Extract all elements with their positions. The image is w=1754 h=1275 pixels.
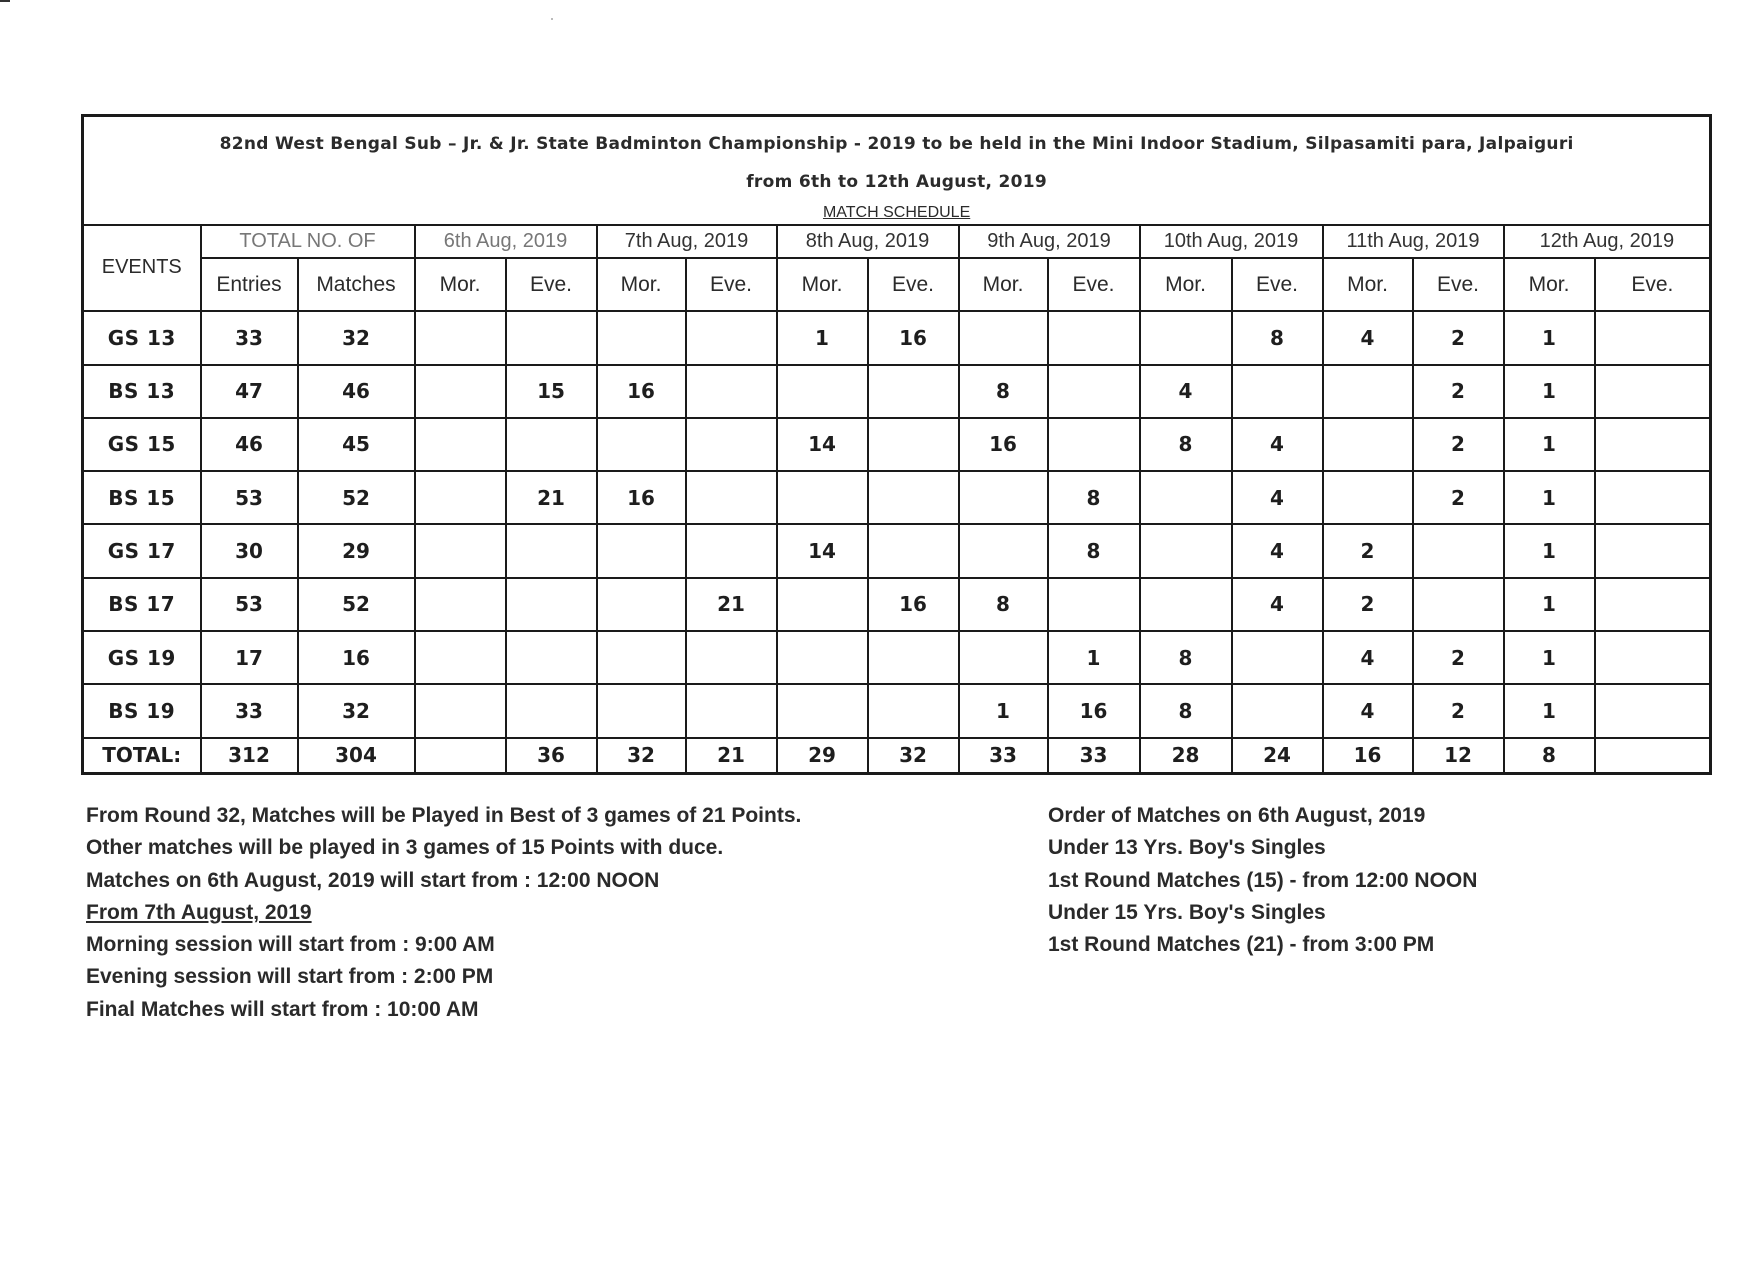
match-schedule-heading: MATCH SCHEDULE bbox=[822, 204, 971, 221]
session-cell bbox=[868, 365, 959, 418]
rule-note-line: Morning session will start from : 9:00 AM bbox=[86, 933, 495, 957]
session-cell: 4 bbox=[1140, 365, 1232, 418]
total-session-cell: 28 bbox=[1140, 738, 1232, 774]
date-header-11th: 11th Aug, 2019 bbox=[1323, 225, 1504, 258]
table-row bbox=[83, 311, 1711, 364]
total-session-cell: 24 bbox=[1232, 738, 1323, 774]
order-note-line: Order of Matches on 6th August, 2019 bbox=[1048, 804, 1426, 827]
session-cell: 16 bbox=[1048, 684, 1140, 737]
total-entries: 312 bbox=[201, 738, 298, 774]
session-cell bbox=[959, 631, 1048, 684]
session-cell bbox=[506, 418, 597, 471]
session-cell: 8 bbox=[1140, 631, 1232, 684]
session-cell: 1 bbox=[1504, 365, 1595, 418]
session-header-eve: Eve. bbox=[1232, 258, 1323, 311]
rule-note-line: Evening session will start from : 2:00 PM bbox=[86, 965, 494, 989]
session-cell: 8 bbox=[1232, 311, 1323, 364]
session-header-eve: Eve. bbox=[1048, 258, 1140, 311]
championship-title: 82nd West Bengal Sub – Jr. & Jr. State Badminton Championship - 2019 to be held in the Mini Indoor Stadium, Silpasamiti para, Jalpaiguri bbox=[219, 134, 1574, 154]
session-cell bbox=[1323, 471, 1413, 524]
total-session-cell: 29 bbox=[777, 738, 868, 774]
session-cell bbox=[415, 684, 506, 737]
scan-mark bbox=[0, 0, 10, 2]
session-cell bbox=[868, 524, 959, 577]
session-cell bbox=[1140, 311, 1232, 364]
session-header-mor: Mor. bbox=[597, 258, 686, 311]
total-session-cell: 12 bbox=[1413, 738, 1504, 774]
entries-cell: 46 bbox=[201, 418, 298, 471]
session-cell: 21 bbox=[506, 471, 597, 524]
rule-note-line: Final Matches will start from : 10:00 AM bbox=[86, 997, 479, 1021]
entries-header: Entries bbox=[201, 258, 298, 311]
session-header-mor: Mor. bbox=[415, 258, 506, 311]
session-cell bbox=[868, 471, 959, 524]
session-header-mor: Mor. bbox=[777, 258, 868, 311]
session-cell bbox=[1413, 578, 1504, 631]
entries-cell: 53 bbox=[201, 578, 298, 631]
session-header-mor: Mor. bbox=[1140, 258, 1232, 311]
session-header-eve: Eve. bbox=[506, 258, 597, 311]
session-cell bbox=[415, 524, 506, 577]
session-cell: 1 bbox=[1504, 418, 1595, 471]
session-cell: 4 bbox=[1323, 311, 1413, 364]
session-cell: 1 bbox=[959, 684, 1048, 737]
event-cell: BS 17 bbox=[83, 578, 201, 631]
session-cell bbox=[415, 471, 506, 524]
session-cell bbox=[686, 684, 777, 737]
total-session-cell bbox=[415, 738, 506, 774]
entries-cell: 17 bbox=[201, 631, 298, 684]
session-cell bbox=[1595, 684, 1711, 737]
session-cell bbox=[959, 311, 1048, 364]
event-cell: GS 19 bbox=[83, 631, 201, 684]
session-cell: 2 bbox=[1413, 418, 1504, 471]
session-header-mor: Mor. bbox=[1504, 258, 1595, 311]
session-cell bbox=[777, 365, 868, 418]
date-header-9th: 9th Aug, 2019 bbox=[959, 225, 1140, 258]
session-cell: 1 bbox=[777, 311, 868, 364]
scan-speck bbox=[551, 18, 553, 20]
session-cell bbox=[777, 631, 868, 684]
event-cell: BS 13 bbox=[83, 365, 201, 418]
session-cell bbox=[868, 631, 959, 684]
entries-cell: 33 bbox=[201, 311, 298, 364]
session-header-mor: Mor. bbox=[959, 258, 1048, 311]
session-cell: 1 bbox=[1504, 524, 1595, 577]
event-cell: GS 17 bbox=[83, 524, 201, 577]
entries-cell: 47 bbox=[201, 365, 298, 418]
session-cell bbox=[686, 631, 777, 684]
rules-notes bbox=[86, 800, 986, 1026]
session-cell bbox=[1595, 311, 1711, 364]
total-session-cell: 8 bbox=[1504, 738, 1595, 774]
date-header-8th: 8th Aug, 2019 bbox=[777, 225, 959, 258]
event-cell: BS 15 bbox=[83, 471, 201, 524]
total-no-of-header: TOTAL NO. OF bbox=[201, 225, 415, 258]
session-cell: 1 bbox=[1504, 684, 1595, 737]
session-cell: 2 bbox=[1413, 365, 1504, 418]
total-session-cell: 16 bbox=[1323, 738, 1413, 774]
matches-cell: 16 bbox=[298, 631, 415, 684]
session-cell bbox=[1048, 311, 1140, 364]
matches-cell: 32 bbox=[298, 684, 415, 737]
session-cell: 21 bbox=[686, 578, 777, 631]
session-cell bbox=[597, 684, 686, 737]
session-cell bbox=[415, 311, 506, 364]
session-cell: 1 bbox=[1504, 311, 1595, 364]
session-cell bbox=[415, 578, 506, 631]
matches-header: Matches bbox=[298, 258, 415, 311]
rule-note-line: Other matches will be played in 3 games of 15 Points with duce. bbox=[86, 836, 724, 860]
session-cell bbox=[506, 311, 597, 364]
session-cell: 14 bbox=[777, 524, 868, 577]
rule-note-line: Matches on 6th August, 2019 will start from : 12:00 NOON bbox=[86, 868, 660, 892]
total-session-cell: 33 bbox=[959, 738, 1048, 774]
entries-cell: 30 bbox=[201, 524, 298, 577]
session-cell bbox=[1140, 471, 1232, 524]
session-cell bbox=[1595, 471, 1711, 524]
total-session-cell: 33 bbox=[1048, 738, 1140, 774]
session-header-mor: Mor. bbox=[1323, 258, 1413, 311]
session-cell bbox=[1323, 365, 1413, 418]
event-cell: GS 13 bbox=[83, 311, 201, 364]
session-cell bbox=[415, 418, 506, 471]
session-cell bbox=[959, 471, 1048, 524]
session-cell: 8 bbox=[1140, 418, 1232, 471]
session-cell bbox=[597, 524, 686, 577]
session-cell bbox=[686, 365, 777, 418]
order-of-matches-notes bbox=[1048, 800, 1708, 961]
session-cell bbox=[1232, 631, 1323, 684]
session-cell bbox=[686, 524, 777, 577]
session-cell bbox=[506, 684, 597, 737]
order-note-line: Under 13 Yrs. Boy's Singles bbox=[1048, 836, 1326, 860]
session-cell: 8 bbox=[959, 365, 1048, 418]
table-row bbox=[83, 524, 1711, 577]
session-cell: 8 bbox=[1140, 684, 1232, 737]
session-cell: 1 bbox=[1048, 631, 1140, 684]
session-cell bbox=[959, 524, 1048, 577]
total-session-cell: 32 bbox=[868, 738, 959, 774]
matches-cell: 45 bbox=[298, 418, 415, 471]
session-cell: 2 bbox=[1413, 471, 1504, 524]
session-cell bbox=[686, 471, 777, 524]
session-cell: 16 bbox=[868, 311, 959, 364]
session-cell bbox=[415, 631, 506, 684]
session-cell bbox=[597, 418, 686, 471]
session-cell bbox=[686, 311, 777, 364]
session-cell bbox=[1595, 578, 1711, 631]
table-row bbox=[83, 418, 1711, 471]
session-cell bbox=[597, 631, 686, 684]
order-note-line: Under 15 Yrs. Boy's Singles bbox=[1048, 900, 1326, 924]
from-7th-august-text: From 7th August, 2019 bbox=[86, 900, 312, 924]
total-session-cell: 36 bbox=[506, 738, 597, 774]
session-cell: 16 bbox=[868, 578, 959, 631]
session-cell bbox=[1048, 418, 1140, 471]
table-row bbox=[83, 631, 1711, 684]
table-row bbox=[83, 578, 1711, 631]
session-cell bbox=[777, 684, 868, 737]
session-cell: 16 bbox=[597, 365, 686, 418]
from-7th-august-heading bbox=[86, 897, 986, 929]
table-row bbox=[83, 365, 1711, 418]
session-cell bbox=[1595, 365, 1711, 418]
session-cell bbox=[506, 631, 597, 684]
session-cell bbox=[777, 471, 868, 524]
session-cell: 15 bbox=[506, 365, 597, 418]
total-matches: 304 bbox=[298, 738, 415, 774]
matches-cell: 32 bbox=[298, 311, 415, 364]
session-cell: 4 bbox=[1232, 418, 1323, 471]
total-session-cell: 32 bbox=[597, 738, 686, 774]
session-cell bbox=[415, 365, 506, 418]
session-cell: 2 bbox=[1323, 524, 1413, 577]
entries-cell: 33 bbox=[201, 684, 298, 737]
session-cell: 4 bbox=[1232, 524, 1323, 577]
table-row bbox=[83, 471, 1711, 524]
session-cell bbox=[1232, 684, 1323, 737]
session-cell bbox=[868, 418, 959, 471]
matches-cell: 52 bbox=[298, 578, 415, 631]
session-cell bbox=[1048, 365, 1140, 418]
session-cell: 1 bbox=[1504, 631, 1595, 684]
session-cell: 2 bbox=[1413, 684, 1504, 737]
match-schedule-table bbox=[81, 114, 1712, 775]
session-header-eve: Eve. bbox=[686, 258, 777, 311]
session-cell: 4 bbox=[1232, 578, 1323, 631]
schedule-title-cell bbox=[83, 116, 1711, 225]
session-header-eve: Eve. bbox=[868, 258, 959, 311]
session-cell: 2 bbox=[1413, 631, 1504, 684]
session-cell: 8 bbox=[1048, 471, 1140, 524]
session-cell bbox=[1595, 418, 1711, 471]
events-header: EVENTS bbox=[83, 225, 201, 312]
session-cell: 1 bbox=[1504, 471, 1595, 524]
session-cell bbox=[506, 524, 597, 577]
session-cell bbox=[1323, 418, 1413, 471]
total-label: TOTAL: bbox=[83, 738, 201, 774]
championship-dates: from 6th to 12th August, 2019 bbox=[746, 172, 1047, 192]
event-cell: GS 15 bbox=[83, 418, 201, 471]
matches-cell: 29 bbox=[298, 524, 415, 577]
table-row bbox=[83, 684, 1711, 737]
session-header-eve: Eve. bbox=[1595, 258, 1711, 311]
session-cell bbox=[1232, 365, 1323, 418]
session-cell bbox=[1048, 578, 1140, 631]
session-cell: 4 bbox=[1323, 684, 1413, 737]
session-cell bbox=[868, 684, 959, 737]
session-cell: 4 bbox=[1232, 471, 1323, 524]
session-cell bbox=[597, 578, 686, 631]
session-cell bbox=[506, 578, 597, 631]
session-cell: 4 bbox=[1323, 631, 1413, 684]
date-header-6th: 6th Aug, 2019 bbox=[415, 225, 597, 258]
session-cell bbox=[686, 418, 777, 471]
session-cell bbox=[777, 578, 868, 631]
matches-cell: 46 bbox=[298, 365, 415, 418]
session-cell: 16 bbox=[959, 418, 1048, 471]
session-cell: 8 bbox=[1048, 524, 1140, 577]
session-cell bbox=[1413, 524, 1504, 577]
session-cell: 1 bbox=[1504, 578, 1595, 631]
session-cell: 14 bbox=[777, 418, 868, 471]
entries-cell: 53 bbox=[201, 471, 298, 524]
session-cell: 2 bbox=[1323, 578, 1413, 631]
session-cell bbox=[597, 311, 686, 364]
order-note-line: 1st Round Matches (21) - from 3:00 PM bbox=[1048, 933, 1435, 957]
session-cell: 16 bbox=[597, 471, 686, 524]
total-session-cell bbox=[1595, 738, 1711, 774]
event-cell: BS 19 bbox=[83, 684, 201, 737]
date-header-7th: 7th Aug, 2019 bbox=[597, 225, 777, 258]
matches-cell: 52 bbox=[298, 471, 415, 524]
session-cell bbox=[1140, 524, 1232, 577]
session-cell: 2 bbox=[1413, 311, 1504, 364]
session-header-eve: Eve. bbox=[1413, 258, 1504, 311]
total-row bbox=[83, 738, 1711, 774]
date-header-12th: 12th Aug, 2019 bbox=[1504, 225, 1711, 258]
rule-note-line: From Round 32, Matches will be Played in Best of 3 games of 21 Points. bbox=[86, 804, 802, 827]
date-header-10th: 10th Aug, 2019 bbox=[1140, 225, 1323, 258]
session-cell bbox=[1595, 524, 1711, 577]
session-cell: 8 bbox=[959, 578, 1048, 631]
session-cell bbox=[1595, 631, 1711, 684]
order-note-line: 1st Round Matches (15) - from 12:00 NOON bbox=[1048, 868, 1478, 892]
total-session-cell: 21 bbox=[686, 738, 777, 774]
session-cell bbox=[1140, 578, 1232, 631]
